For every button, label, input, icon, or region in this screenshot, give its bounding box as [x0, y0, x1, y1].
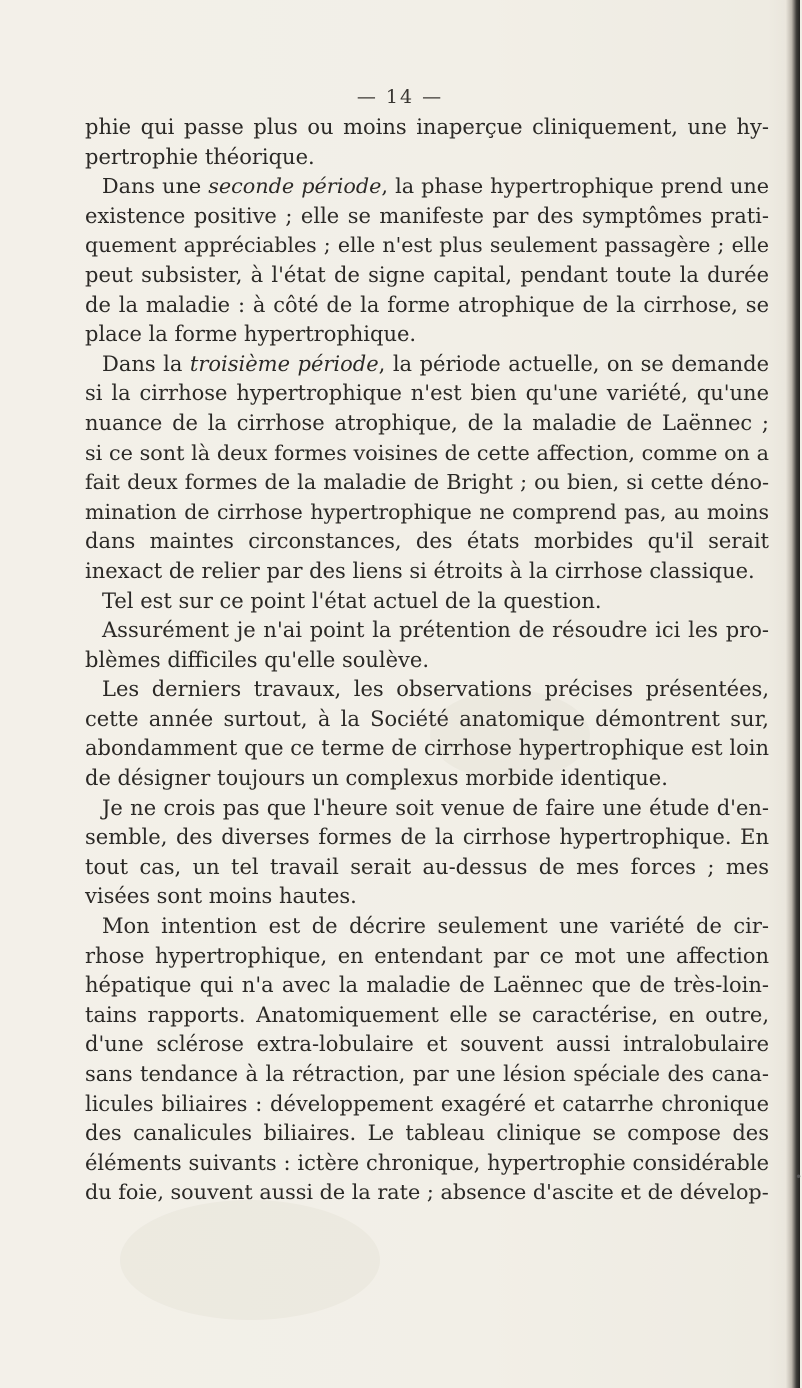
text-line: sans tendance à la rétraction, par une lésion spéciale des cana- — [85, 1062, 769, 1086]
text-line: inexact de relier par des liens si étroits à la cirrhose classique. — [85, 558, 755, 583]
text-line — [85, 350, 769, 380]
paragraph — [85, 587, 769, 617]
text-line: du foie, souvent aussi de la rate ; absence d'ascite et de dévelop- — [85, 1180, 769, 1205]
text-line: fait deux formes de la maladie de Bright ; ou bien, si cette déno- — [85, 470, 769, 495]
text-line: des canalicules biliaires. Le tableau clinique se compose des — [85, 1121, 769, 1146]
text-line: phie qui passe plus ou moins inaperçue cliniquement, une hy- — [85, 115, 769, 139]
text-line: d'une sclérose extra-lobulaire et souvent aussi intralobulaire — [85, 1032, 769, 1057]
text-line: place la forme hypertrophique. — [85, 322, 417, 347]
paragraph — [85, 172, 769, 350]
text-line: Assurément je n'ai point la prétention de résoudre ici les pro- — [102, 618, 769, 643]
margin-mark: • — [795, 1170, 802, 1184]
text-line: éléments suivants : ictère chronique, hypertrophie considérable — [85, 1150, 769, 1175]
italic-term: seconde période — [208, 174, 382, 199]
paragraph — [85, 794, 769, 912]
paper-stain — [120, 1200, 380, 1320]
body-text — [85, 113, 769, 1208]
text-line: blèmes difficiles qu'elle soulève. — [85, 647, 430, 672]
text-line: abondamment que ce terme de cirrhose hypertrophique est loin — [85, 736, 769, 761]
text-line: Je ne crois pas que l'heure soit venue de faire une étude d'en- — [102, 795, 769, 820]
text-line: si ce sont là deux formes voisines de cette affection, comme on a — [85, 440, 769, 465]
text-line: tout cas, un tel travail serait au-dessus de mes forces ; mes — [85, 854, 769, 879]
text-line: hépatique qui n'a avec la maladie de Laënnec que de très-loin- — [85, 973, 769, 998]
text-run: , la période actuelle, on se demande — [378, 351, 769, 376]
text-line: visées sont moins hautes. — [85, 884, 357, 909]
text-line: mination de cirrhose hypertrophique ne comprend pas, au moins — [85, 499, 769, 524]
page-number: — 14 — — [356, 86, 444, 108]
text-line: dans maintes circonstances, des états morbides qu'il serait — [85, 529, 769, 554]
paragraph — [85, 616, 769, 675]
paragraph — [85, 113, 769, 172]
text-line: Tel est sur ce point l'état actuel de la question. — [102, 588, 602, 613]
text-line: tains rapports. Anatomiquement elle se caractérise, en outre, — [85, 1002, 769, 1027]
paragraph — [85, 350, 769, 587]
text-line: Les derniers travaux, les observations précises présentées, — [102, 677, 769, 702]
italic-term: troisième période — [189, 351, 379, 376]
text-line: si la cirrhose hypertrophique n'est bien qu'une variété, qu'une — [85, 381, 769, 406]
paragraph — [85, 675, 769, 793]
text-line: nuance de la cirrhose atrophique, de la maladie de Laënnec ; — [85, 410, 769, 435]
text-line: Mon intention est de décrire seulement une variété de cir- — [102, 914, 769, 939]
text-line: pertrophie théorique. — [85, 144, 315, 169]
text-line: licules biliaires : développement exagéré et catarrhe chronique — [85, 1091, 769, 1116]
text-line: de désigner toujours un complexus morbide identique. — [85, 766, 668, 791]
text-run: Dans la — [102, 351, 190, 376]
paragraph — [85, 912, 769, 1208]
text-line: peut subsister, à l'état de signe capital, pendant toute la durée — [85, 262, 769, 287]
text-line: existence positive ; elle se manifeste par des symptômes prati- — [85, 203, 769, 228]
text-line: rhose hypertrophique, en entendant par ce mot une affection — [85, 943, 769, 968]
text-run: Dans une — [102, 174, 209, 199]
text-line — [85, 172, 769, 202]
text-line: de la maladie : à côté de la forme atrophique de la cirrhose, se — [85, 292, 769, 317]
text-line: cette année surtout, à la Société anatomique démontrent sur, — [85, 706, 769, 731]
text-run: , la phase hypertrophique prend une — [381, 174, 769, 199]
text-line: quement appréciables ; elle n'est plus seulement passagère ; elle — [85, 233, 769, 258]
text-line: semble, des diverses formes de la cirrhose hypertrophique. En — [85, 825, 769, 850]
